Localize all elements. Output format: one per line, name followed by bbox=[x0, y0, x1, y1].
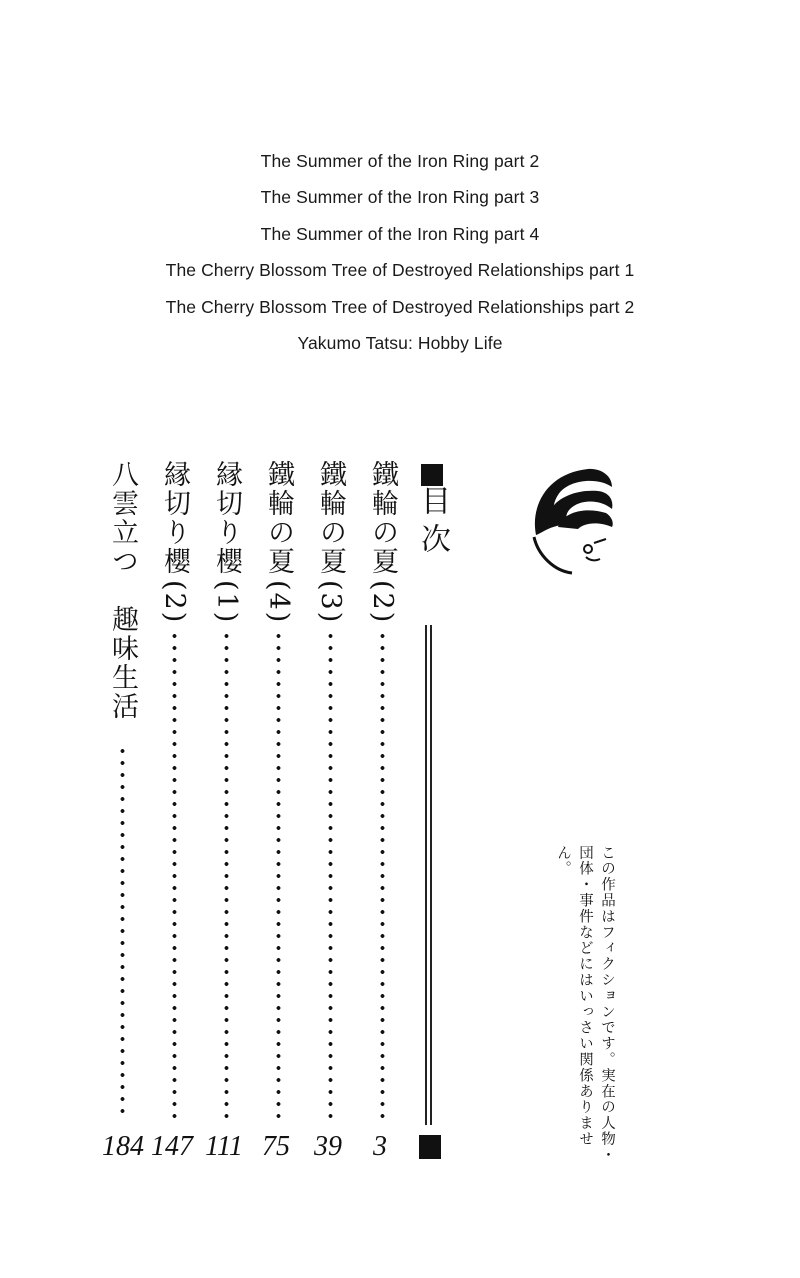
fiction-disclaimer: この作品はフィクションです。実在の人物・団体・事件などにはいっさい関係ありません。 bbox=[555, 845, 615, 1163]
toc-entry-title: 鐵輪の夏 bbox=[367, 460, 398, 576]
english-title: The Summer of the Iron Ring part 2 bbox=[260, 151, 540, 171]
toc-entry bbox=[100, 460, 148, 1120]
toc-entry-part: 趣味生活 bbox=[107, 605, 138, 721]
toc-page-number: 147 bbox=[151, 1131, 193, 1162]
leader-dots bbox=[172, 630, 177, 1120]
toc-entry-title: 鐵輪の夏 bbox=[315, 460, 346, 576]
heading-square-bottom-icon bbox=[419, 1135, 441, 1159]
toc-entry-part: (3) bbox=[315, 580, 346, 625]
english-title: Yakumo Tatsu: Hobby Life bbox=[297, 333, 503, 354]
leader-dots bbox=[224, 630, 229, 1120]
toc-entry-part: (4) bbox=[263, 580, 294, 625]
toc-heading-text: 目次 bbox=[415, 485, 450, 561]
toc-entry bbox=[308, 460, 356, 1120]
leader-dots bbox=[276, 630, 281, 1120]
english-title-list bbox=[0, 143, 800, 361]
toc-entry-part: (2) bbox=[367, 580, 398, 625]
stylized-face-logo-icon bbox=[528, 465, 614, 575]
english-title: The Cherry Blossom Tree of Destroyed Relationships part 2 bbox=[165, 296, 635, 317]
english-title: The Summer of the Iron Ring part 3 bbox=[260, 187, 540, 208]
leader-dots bbox=[120, 745, 125, 1120]
english-title: The Summer of the Iron Ring part 4 bbox=[260, 223, 540, 244]
toc-entry-part: (1) bbox=[211, 580, 242, 625]
heading-square-top-icon bbox=[421, 464, 443, 486]
toc-entry-title: 鐵輪の夏 bbox=[263, 460, 294, 576]
toc-entry bbox=[256, 460, 304, 1120]
toc-heading bbox=[412, 459, 452, 609]
toc-entry-title: 縁切り櫻 bbox=[159, 460, 190, 576]
toc-entry bbox=[360, 460, 408, 1120]
heading-rule-left bbox=[425, 625, 427, 1125]
toc-page-number: 3 bbox=[373, 1131, 387, 1162]
leader-dots bbox=[328, 630, 333, 1120]
toc-entry-title: 縁切り櫻 bbox=[211, 460, 242, 576]
leader-dots bbox=[380, 630, 385, 1120]
heading-rule-right bbox=[430, 625, 432, 1125]
english-title: The Cherry Blossom Tree of Destroyed Relationships part 1 bbox=[165, 260, 635, 281]
toc-page-number: 75 bbox=[262, 1131, 290, 1162]
toc-entry bbox=[204, 460, 252, 1120]
toc-page-number: 184 bbox=[102, 1131, 144, 1162]
toc-page-number: 111 bbox=[205, 1131, 243, 1162]
toc-page-number: 39 bbox=[314, 1131, 342, 1162]
toc-entry-part: (2) bbox=[159, 580, 190, 625]
toc-entry-title: 八雲立つ bbox=[107, 460, 138, 576]
toc-entry bbox=[152, 460, 200, 1120]
